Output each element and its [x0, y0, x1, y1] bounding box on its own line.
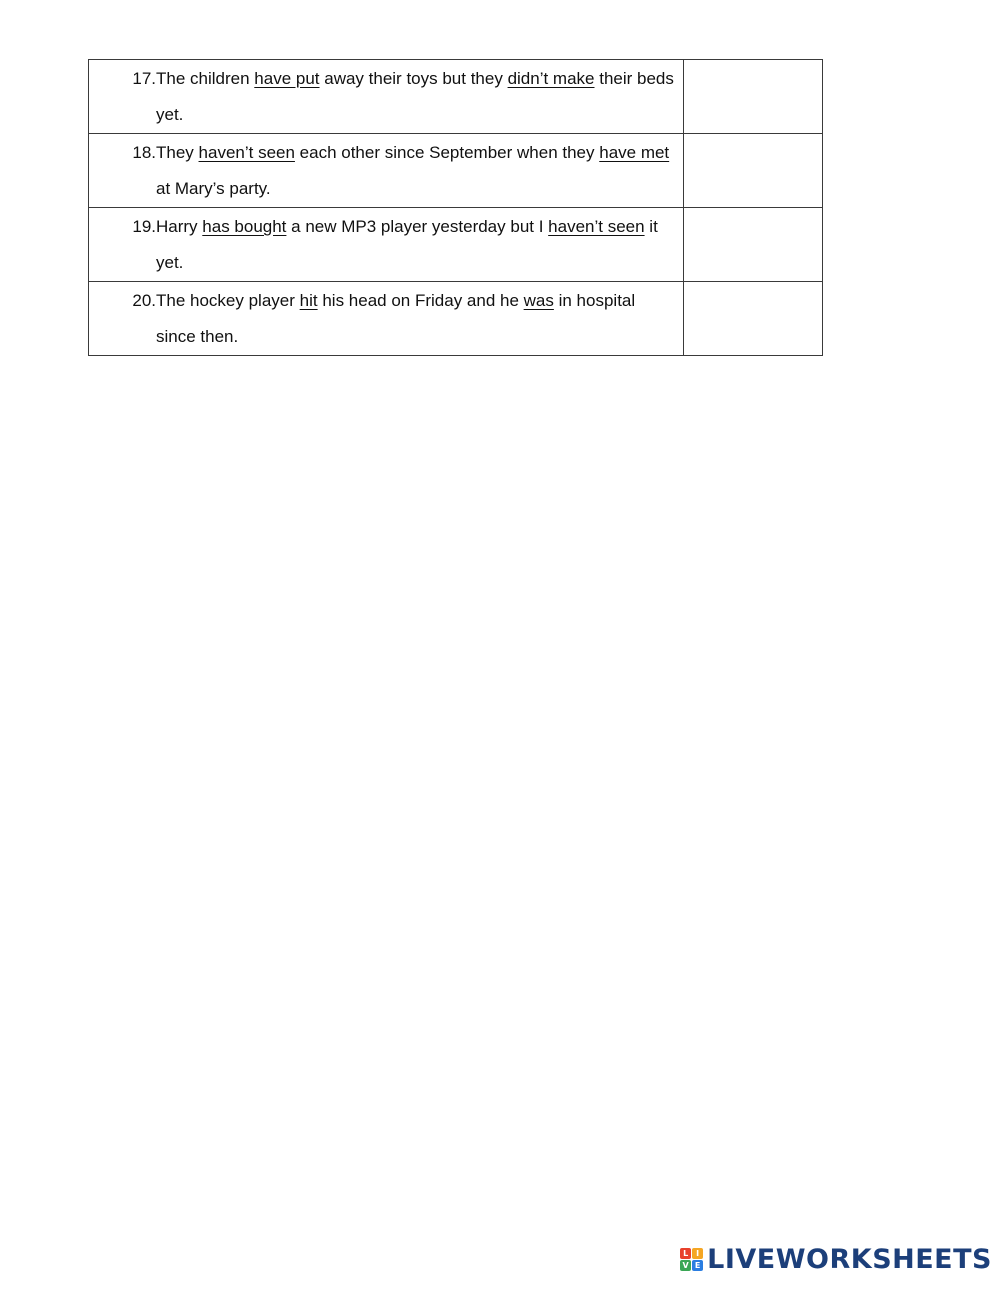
sentence-text: each other since September when they	[294, 143, 600, 162]
sentence-text: in hospital since then.	[156, 291, 636, 346]
logo-tile: L	[680, 1248, 691, 1259]
item-number: 17.	[132, 69, 156, 88]
exercise-rows	[89, 60, 823, 356]
logo-tile: V	[680, 1260, 691, 1271]
list-item	[89, 134, 683, 207]
table-row	[89, 60, 823, 134]
sentence-text: They	[156, 143, 199, 162]
underlined-verb: has bought	[202, 217, 287, 236]
table-row	[89, 282, 823, 356]
item-sentence	[156, 283, 675, 355]
table-row	[89, 134, 823, 208]
brand-name: LIVEWORKSHEETS	[707, 1244, 992, 1275]
item-number: 20.	[132, 291, 156, 310]
sentence-text: his head on Friday and he	[317, 291, 524, 310]
worksheet	[88, 59, 822, 356]
list-item	[89, 282, 683, 355]
sentence-cell	[89, 208, 684, 282]
sentence-text: Harry	[156, 217, 203, 236]
sentence-text: The children	[156, 69, 255, 88]
sentence-cell	[89, 282, 684, 356]
answer-cell[interactable]	[684, 60, 823, 134]
answer-cell[interactable]	[684, 134, 823, 208]
table-row	[89, 208, 823, 282]
sentence-text: at Mary’s party.	[156, 179, 271, 198]
sentence-text: a new MP3 player yesterday but I	[286, 217, 549, 236]
sentence-text: away their toys but they	[319, 69, 508, 88]
item-sentence	[156, 209, 675, 281]
item-sentence	[156, 61, 675, 133]
sentence-text: their beds yet.	[156, 69, 674, 124]
item-number: 18.	[132, 143, 156, 162]
item-sentence	[156, 135, 675, 207]
sentence-cell	[89, 60, 684, 134]
liveworksheets-logo	[680, 1244, 992, 1275]
underlined-verb: haven’t seen	[548, 217, 645, 236]
exercise-table	[88, 59, 823, 356]
sentence-text: it yet.	[156, 217, 658, 272]
live-logo-icon	[680, 1248, 703, 1271]
underlined-verb: have met	[599, 143, 670, 162]
list-item	[89, 60, 683, 133]
answer-cell[interactable]	[684, 208, 823, 282]
list-item	[89, 208, 683, 281]
sentence-text: The hockey player	[156, 291, 300, 310]
underlined-verb: haven’t seen	[198, 143, 295, 162]
underlined-verb: didn’t make	[507, 69, 595, 88]
item-number: 19.	[132, 217, 156, 236]
sentence-cell	[89, 134, 684, 208]
underlined-verb: hit	[299, 291, 318, 310]
underlined-verb: was	[523, 291, 554, 310]
answer-cell[interactable]	[684, 282, 823, 356]
underlined-verb: have put	[254, 69, 320, 88]
logo-tile: E	[692, 1260, 703, 1271]
logo-tile: I	[692, 1248, 703, 1259]
